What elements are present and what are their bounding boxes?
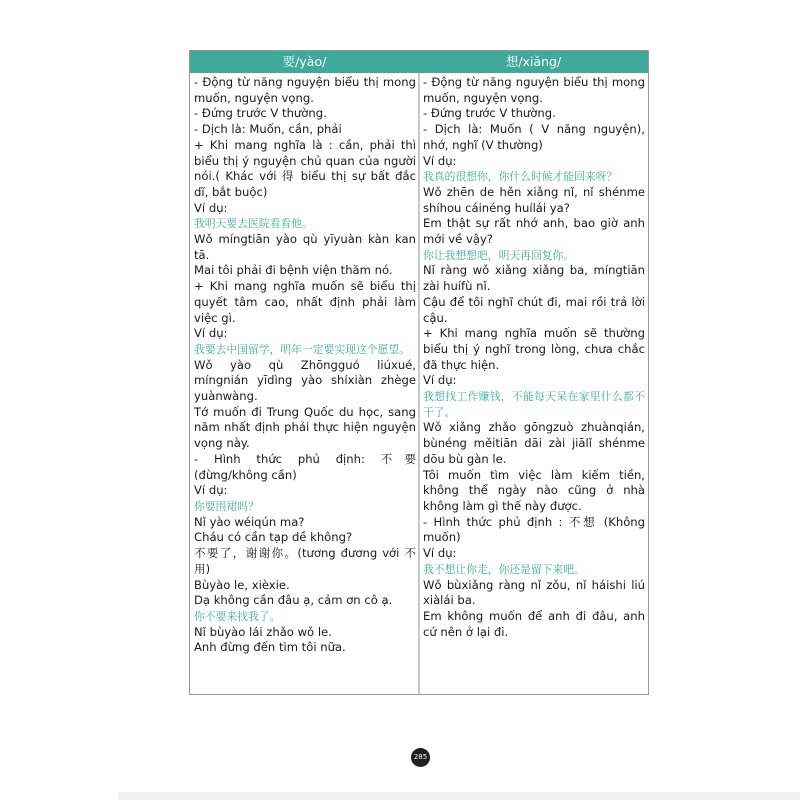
chinese-example-line: 你让我想想吧，明天再回复你。 [423, 248, 575, 262]
text-line: Tôi muốn tìm việc làm kiếm tiền, không thể ngày nào cũng ở nhà không làm gì thế này được. [423, 467, 645, 513]
chinese-example-line: 我想找工作赚钱，不能每天呆在家里什么都不干了。 [423, 390, 645, 419]
text-line: - Hình thức phủ định: 不要(đừng/không cần) [194, 451, 416, 482]
text-line: Ví dụ: [423, 153, 457, 168]
chinese-example-line: 我真的很想你，你什么时候才能回来呀？ [423, 170, 618, 184]
text-line: Wǒ xiǎng zhǎo gōngzuò zhuànqián, bùnéng měitiān dāi zài jiālǐ shénme dōu bù gàn le. [423, 420, 645, 466]
text-line: - Đứng trước V thường. [423, 106, 556, 121]
text-line: Em thật sự rất nhớ anh, bao giờ anh mới về vậy? [423, 216, 645, 247]
page-number: 285 [411, 748, 430, 767]
xiang-column [423, 75, 645, 640]
chinese-example-line: 我不想让你走，你还是留下来吧。 [423, 562, 585, 576]
chinese-example-line: 我要去中国留学，明年一定要实现这个愿望。 [194, 342, 410, 356]
text-line: + Khi mang nghĩa là : cần, phải thì biểu thị ý nguyện chủ quan của người nói.( Khác với 得 biểu thị sự bất đắc dĩ, bắt buộc) [194, 137, 416, 199]
column-divider [418, 73, 420, 694]
text-line: - Hình thức phủ định : 不想 (Không muốn) [423, 514, 645, 545]
text-line: 不要了，谢谢你。(tương đương với 不用) [194, 546, 416, 576]
text-line: - Động từ năng nguyện biểu thị mong muốn, nguyện vọng. [423, 75, 645, 105]
text-line: Dạ không cần đâu ạ, cảm ơn cô ạ. [194, 593, 393, 608]
text-line: Ví dụ: [194, 200, 228, 215]
text-line: - Động từ năng nguyện biểu thị mong muốn, nguyện vọng. [194, 75, 416, 105]
text-line: - Dịch là: Muốn ( V năng nguyện), nhớ, nghĩ (V thường) [423, 122, 645, 152]
text-line: Wǒ zhēn de hěn xiǎng nǐ, nǐ shénme shíhou cáinéng huílái ya? [423, 184, 645, 215]
text-line: + Khi mang nghĩa muốn sẽ biểu thị quyết tâm cao, nhất định phải làm việc gì. [194, 279, 416, 325]
text-line: - Đứng trước V thường. [194, 106, 327, 121]
text-line: Wǒ míngtiān yào qù yīyuàn kàn kan tā. [194, 232, 416, 262]
table-header [190, 51, 648, 73]
text-line: Tớ muốn đi Trung Quốc du học, sang năm nhất định phải thực hiện nguyện vọng này. [194, 404, 416, 451]
chinese-example-line: 你不要来找我了。 [194, 609, 281, 623]
text-line: Ví dụ: [194, 483, 228, 498]
text-line: Nǐ bùyào lái zhǎo wǒ le. [194, 624, 332, 639]
comparison-table [189, 50, 649, 695]
text-line: Wǒ bùxiǎng ràng nǐ zǒu, nǐ háishi liú xiàlái ba. [423, 577, 645, 608]
text-line: Mai tôi phải đi bệnh viện thăm nó. [194, 263, 393, 278]
text-line: Wǒ yào qù Zhōngguó liúxué, míngnián yīdìng yào shíxiàn zhège yuànwàng. [194, 357, 416, 404]
yao-column [194, 75, 416, 656]
text-line: Bùyào le, xièxie. [194, 577, 290, 592]
header-yao: 要/yào/ [282, 54, 327, 69]
text-line: Anh đừng đến tìm tôi nữa. [194, 640, 346, 655]
text-line: Nǐ ràng wǒ xiǎng xiǎng ba, míngtiān zài huífù nǐ. [423, 263, 645, 294]
text-line: Nǐ yào wéiqún ma? [194, 514, 305, 529]
text-line: Ví dụ: [194, 326, 228, 341]
text-line: Ví dụ: [423, 546, 457, 561]
text-line: - Dịch là: Muốn, cần, phải [194, 122, 342, 137]
text-line: Cháu có cần tạp dề không? [194, 530, 353, 545]
chinese-example-line: 你要围裙吗？ [194, 499, 259, 513]
header-xiang: 想/xiǎng/ [505, 54, 562, 69]
text-line: Ví dụ: [423, 373, 457, 388]
chinese-example-line: 我明天要去医院看看他。 [194, 217, 313, 231]
text-line: Cậu để tôi nghĩ chút đi, mai rồi trả lời cậu. [423, 294, 645, 325]
text-line: + Khi mang nghĩa muốn sẽ thường biểu thị ý nghĩ trong lòng, chưa chắc đã thực hiện. [423, 326, 645, 372]
text-line: Em không muốn để anh đi đâu, anh cứ nên ở lại đi. [423, 608, 645, 639]
page-bottom-strip [118, 792, 800, 800]
